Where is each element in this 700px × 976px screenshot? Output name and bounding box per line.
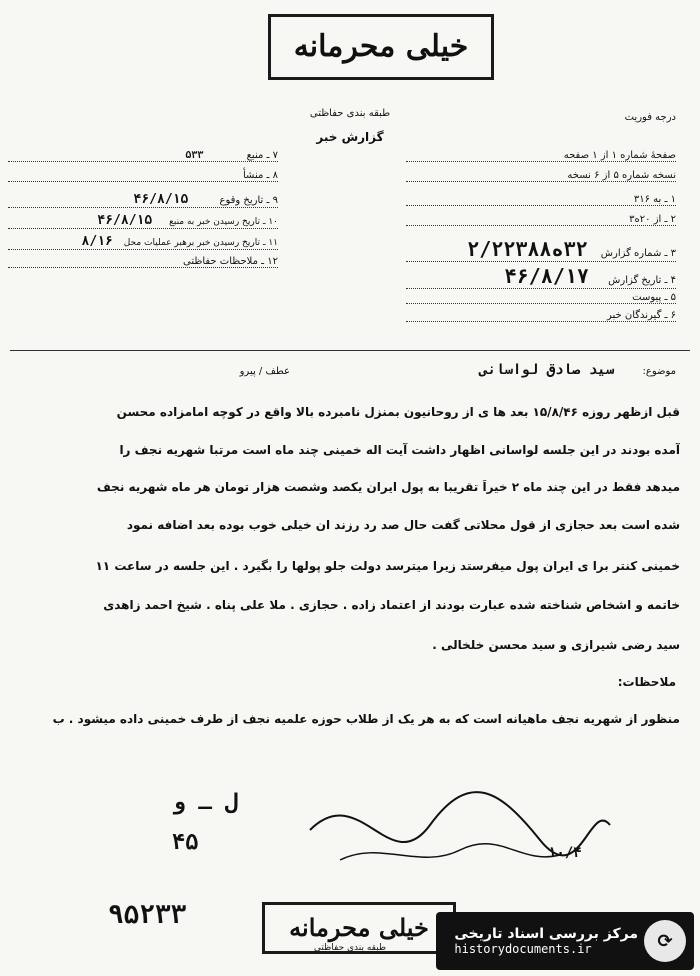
source-field: [8, 150, 278, 162]
classification-label: طبقه بندی حفاظتی: [309, 108, 391, 119]
report-title: گزارش خبر: [316, 130, 384, 144]
stamp-bottom-text: خیلی محرمانه: [289, 913, 429, 942]
received-local-value: ۸/۱۶: [81, 234, 113, 249]
security-notes-field: ۱۲ ـ ملاحظات حفاظتی: [8, 256, 278, 268]
to-field: ۱ ـ به ۳۱۶: [406, 194, 676, 206]
body-line-7: سید رضی شیرازی و سید محسن خلخالی .: [432, 638, 680, 652]
body-line-5: خمینی کنتر برا ی ایران پول میفرستد زیرا میترسد دولت جلو پولها را بگیرد . این جلسه در ساعت ۱۱: [95, 559, 680, 573]
event-date-value: ۴۶/۸/۱۵: [133, 192, 189, 207]
body-line-6: خاتمه و اشخاص شناخته شده عبارت بودند از اعتماد زاده . حجازی . ملا علی پناه . شیخ احمد زاهدی: [103, 598, 680, 612]
archive-logo-url: historydocuments.ir: [454, 942, 592, 956]
urgency-label: درجه فوریت: [624, 112, 676, 123]
archive-logo: [436, 912, 694, 970]
body-line-4: شده است بعد حجازی از قول محلاتی گفت حال صد رد رزند ان خیلی خوب بوده بعد اضافه نمود: [126, 518, 680, 532]
signature-scribble: [300, 770, 620, 890]
received-local-label: ۱۱ ـ تاریخ رسیدن خبر برهبر عملیات محل: [123, 238, 278, 248]
archive-logo-title: مرکز بررسی اسناد تاریخی: [454, 926, 638, 942]
origin-field: ۸ ـ منشأ: [8, 170, 278, 182]
archive-logo-text: [454, 926, 638, 956]
handwritten-note-top-left: ل ـ و: [172, 790, 239, 815]
report-number-label: ۳ ـ شماره گزارش: [600, 248, 676, 259]
recipients-field: ۶ ـ گیرندگان خبر: [406, 310, 676, 322]
received-local-field: [8, 234, 278, 250]
page-number-field: صفحهٔ شماره ۱ از ۱ صفحه: [406, 150, 676, 162]
copy-number-field: نسخه شماره ۵ از ۶ نسخه: [406, 170, 676, 182]
body-line-2: آمده بودند در این جلسه لواسانی اظهار داشت آیت اله خمینی چند ماه است مرتبا شهریه نجف را: [119, 443, 680, 457]
source-label: ۷ ـ منبع: [246, 150, 278, 161]
event-date-field: [8, 192, 278, 208]
report-date-label: ۴ ـ تاریخ گزارش: [608, 275, 676, 286]
attachment-field: ۵ ـ پیوست: [406, 292, 676, 304]
classification-stamp-top: خیلی محرمانه: [268, 14, 494, 80]
subject-value: سید صادق لواسانی: [479, 362, 614, 378]
received-by-source-field: [8, 213, 278, 229]
handwritten-date-note: ۱۰/۴: [548, 845, 582, 861]
divider: [10, 350, 690, 351]
report-date-value: ۴۶/۸/۱۷: [504, 264, 589, 288]
from-field: ۲ ـ از ۲۰ه۳: [406, 214, 676, 226]
report-date-field: [406, 264, 676, 289]
body-line-1: قبل ازظهر روزه ۱۵/۸/۴۶ بعد ها ی از روحانیون بمنزل نامبرده بالا واقع در کوچه امامزاده محسن: [116, 405, 680, 419]
received-by-source-label: ۱۰ ـ تاریخ رسیدن خبر به منبع: [169, 217, 278, 227]
source-value: ۵۳۳: [185, 150, 204, 161]
reference-label: عطف / پیرو: [239, 366, 290, 377]
handwritten-number: ۹۵۲۳۳: [108, 900, 187, 930]
handwritten-note-mid-left: ۴۵: [172, 830, 199, 855]
body-line-3: میدهد فقط در این چند ماه ۲ خیراً تقریبا به پول ایران یکصد وشصت هزار تومان هر ماه شهریه نجف: [96, 480, 680, 494]
notes-label: ملاحظات:: [617, 675, 676, 689]
report-number-field: [406, 237, 676, 262]
notes-text: منظور از شهریه نجف ماهیانه است که به هر یک از طلاب حوزه علمیه نجف از طرف خمینی داده میشود . ب: [52, 712, 680, 726]
stamp-bottom-subtext: طبقه بندی حفاظتی: [313, 943, 387, 953]
report-number-value: ۳۲ه۲/۲۲۳۸۸: [467, 237, 588, 261]
archive-logo-icon: ⟳: [644, 920, 686, 962]
received-by-source-value: ۴۶/۸/۱۵: [97, 213, 153, 228]
subject-label: موضوع:: [642, 366, 676, 377]
event-date-label: ۹ ـ تاریخ وقوع: [219, 195, 278, 206]
